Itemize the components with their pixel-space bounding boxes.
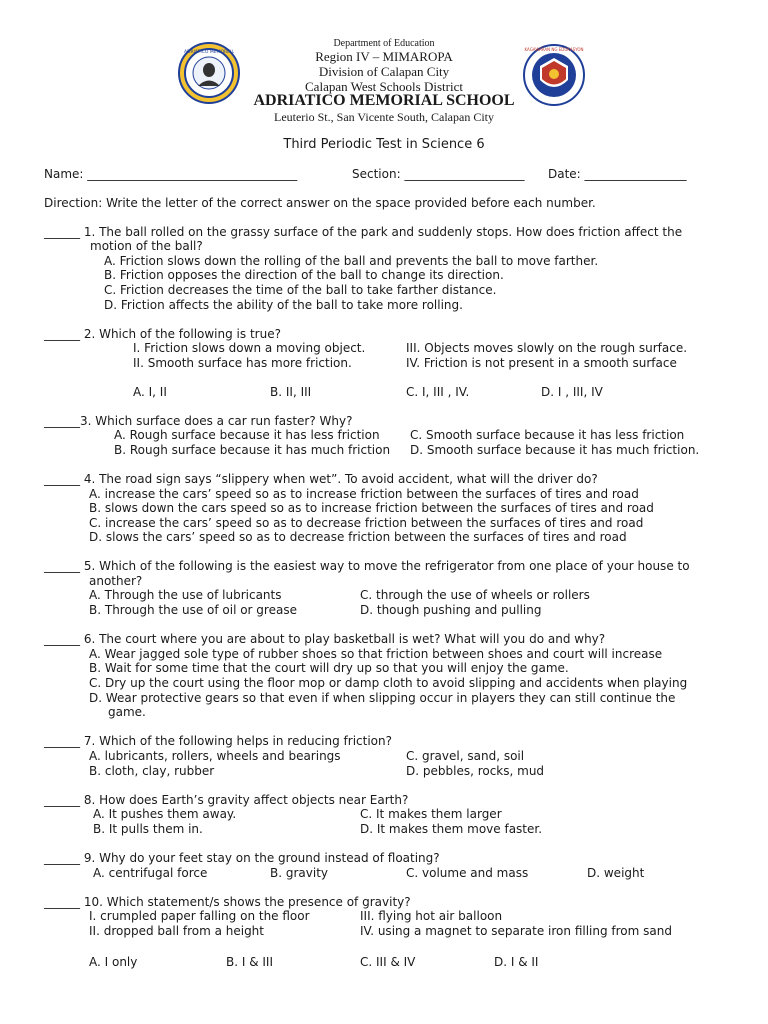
q6-option-c: C. Dry up the court using the floor mop or damp cloth to avoid slipping and accidents when playing bbox=[89, 676, 688, 690]
q2-option-d: D. I , III, IV bbox=[541, 385, 603, 399]
q5-option-a: A. Through the use of lubricants bbox=[89, 588, 282, 602]
q1-option-a: A. Friction slows down the rolling of the ball and prevents the ball to move farther. bbox=[104, 254, 599, 268]
svg-text:KAGAWARAN NG EDUKASYON: KAGAWARAN NG EDUKASYON bbox=[524, 47, 584, 52]
question-3: ______3. Which surface does a car run faster? Why? bbox=[44, 414, 353, 428]
q2-statement-1: I. Friction slows down a moving object. bbox=[133, 341, 366, 355]
division-label: Division of Calapan City bbox=[318, 64, 450, 79]
q3-option-b: B. Rough surface because it has much friction bbox=[114, 443, 391, 457]
q9-option-a: A. centrifugal force bbox=[93, 866, 208, 880]
q8-option-d: D. It makes them move faster. bbox=[360, 822, 543, 836]
question-2: ______ 2. Which of the following is true? bbox=[44, 327, 281, 341]
q2-option-c: C. I, III , IV. bbox=[406, 385, 470, 399]
q5-option-d: D. though pushing and pulling bbox=[360, 603, 542, 617]
q3-option-a: A. Rough surface because it has less friction bbox=[114, 428, 380, 442]
q2-option-a: A. I, II bbox=[133, 385, 167, 399]
svg-text:ADRIATICO MEMORIAL: ADRIATICO MEMORIAL bbox=[183, 50, 235, 55]
direction-text: Direction: Write the letter of the correct answer on the space provided before each number. bbox=[44, 196, 596, 210]
school-name: ADRIATICO MEMORIAL SCHOOL bbox=[253, 92, 515, 109]
q10-statement-2: II. dropped ball from a height bbox=[89, 924, 264, 938]
q2-statement-4: IV. Friction is not present in a smooth surface bbox=[406, 356, 677, 370]
q3-option-d: D. Smooth surface because it has much friction. bbox=[410, 443, 700, 457]
section-field[interactable]: Section: ____________________ bbox=[352, 167, 525, 181]
q8-option-b: B. It pulls them in. bbox=[93, 822, 203, 836]
q6-option-a: A. Wear jagged sole type of rubber shoes so that friction between shoes and court will increase bbox=[89, 647, 663, 661]
q6-option-b: B. Wait for some time that the court will dry up so that you will enjoy the game. bbox=[89, 661, 569, 675]
q3-option-c: C. Smooth surface because it has less friction bbox=[410, 428, 685, 442]
question-7: ______ 7. Which of the following helps in reducing friction? bbox=[44, 734, 392, 748]
q1-option-d: D. Friction affects the ability of the ball to take more rolling. bbox=[104, 298, 463, 312]
district-label: Calapan West Schools District bbox=[305, 79, 463, 94]
question-5: ______ 5. Which of the following is the easiest way to move the refrigerator from one place of your house to bbox=[44, 559, 690, 573]
question-6: ______ 6. The court where you are about to play basketball is wet? What will you do and why? bbox=[44, 632, 606, 646]
q2-option-b: B. II, III bbox=[270, 385, 312, 399]
question-9: ______ 9. Why do your feet stay on the ground instead of floating? bbox=[44, 851, 440, 865]
q9-option-c: C. volume and mass bbox=[406, 866, 529, 880]
question-1: ______ 1. The ball rolled on the grassy surface of the park and suddenly stops. How does friction affect the bbox=[44, 225, 683, 239]
question-8: ______ 8. How does Earth’s gravity affect objects near Earth? bbox=[44, 793, 409, 807]
name-field[interactable]: Name: ___________________________________ bbox=[44, 167, 298, 181]
test-title: Third Periodic Test in Science 6 bbox=[283, 137, 485, 152]
q5-option-b: B. Through the use of oil or grease bbox=[89, 603, 297, 617]
q1-option-c: C. Friction decreases the time of the ball to take farther distance. bbox=[104, 283, 497, 297]
school-address: Leuterio St., San Vicente South, Calapan City bbox=[273, 110, 495, 124]
q7-option-a: A. lubricants, rollers, wheels and bearings bbox=[89, 749, 341, 763]
q4-option-c: C. increase the cars’ speed so as to decrease friction between the surfaces of tires and road bbox=[89, 516, 644, 530]
q4-option-d: D. slows the cars’ speed so as to decrease friction between the surfaces of tires and road bbox=[89, 530, 627, 544]
question-4: ______ 4. The road sign says “slippery when wet”. To avoid accident, what will the driver do? bbox=[44, 472, 598, 486]
q10-option-c: C. III & IV bbox=[360, 955, 416, 969]
q8-option-c: C. It makes them larger bbox=[360, 807, 502, 821]
q4-option-a: A. increase the cars’ speed so as to increase friction between the surfaces of tires and road bbox=[89, 487, 639, 501]
region-label: Region IV – MIMAROPA bbox=[315, 49, 453, 64]
q10-option-d: D. I & II bbox=[494, 955, 539, 969]
q6-option-d-cont: game. bbox=[108, 705, 146, 719]
q7-option-c: C. gravel, sand, soil bbox=[406, 749, 525, 763]
q10-option-a: A. I only bbox=[89, 955, 138, 969]
q4-option-b: B. slows down the cars speed so as to increase friction between the surfaces of tires and road bbox=[89, 501, 654, 515]
q10-option-b: B. I & III bbox=[226, 955, 274, 969]
q7-option-b: B. cloth, clay, rubber bbox=[89, 764, 215, 778]
q1-option-b: B. Friction opposes the direction of the ball to change its direction. bbox=[104, 268, 504, 282]
q9-option-b: B. gravity bbox=[270, 866, 329, 880]
q10-statement-1: I. crumpled paper falling on the floor bbox=[89, 909, 310, 923]
q7-option-d: D. pebbles, rocks, mud bbox=[406, 764, 545, 778]
q10-statement-3: III. flying hot air balloon bbox=[360, 909, 503, 923]
date-field[interactable]: Date: _________________ bbox=[548, 167, 687, 181]
q6-option-d: D. Wear protective gears so that even if when slipping occur in players they can still continue the bbox=[89, 691, 676, 705]
q5-option-c: C. through the use of wheels or rollers bbox=[360, 588, 590, 602]
q2-statement-2: II. Smooth surface has more friction. bbox=[133, 356, 352, 370]
q8-option-a: A. It pushes them away. bbox=[93, 807, 237, 821]
q9-option-d: D. weight bbox=[587, 866, 645, 880]
question-10: ______ 10. Which statement/s shows the presence of gravity? bbox=[44, 895, 411, 909]
question-1-cont: motion of the ball? bbox=[90, 239, 203, 253]
q2-statement-3: III. Objects moves slowly on the rough surface. bbox=[406, 341, 688, 355]
department-label: Department of Education bbox=[333, 38, 435, 49]
q10-statement-4: IV. using a magnet to separate iron filling from sand bbox=[360, 924, 672, 938]
question-5-cont: another? bbox=[89, 574, 143, 588]
